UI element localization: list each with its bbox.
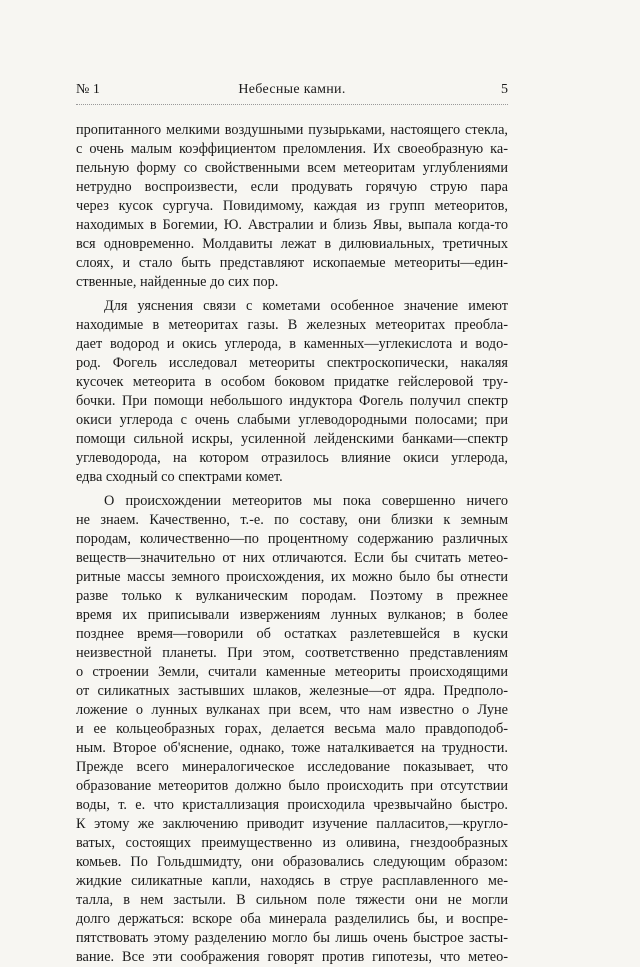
running-title: Небесные камни. <box>238 82 346 97</box>
body-text <box>76 121 508 967</box>
text-line: Для уяснения связи с кометами особенное значение имеют <box>104 298 508 314</box>
paragraph-1 <box>76 121 508 292</box>
text-line: долго держаться: вскоре оба минерала разделились бы, и воспре- <box>76 911 508 927</box>
text-line: не знаем. Качественно, т.-е. по составу, они близки к земным <box>76 512 508 528</box>
running-header <box>76 82 508 104</box>
text-line: ватых, состоящих преимущественно из оливина, гнездообразных <box>76 835 508 851</box>
text-line: пятствовать этому разделению могло бы лишь очень быстрое засты- <box>76 930 508 946</box>
text-line: воды, т. е. что кристаллизация происходила чрезвычайно быстро. <box>76 797 508 813</box>
text-line: и ее кольцеобразных горах, делается весьма мало правдоподоб- <box>76 721 508 737</box>
text-line: помощи сильной искры, усиленной лейденскими банками—спектр <box>76 431 508 447</box>
text-line: позднее время—говорили об остатках разлетевшейся в куски <box>76 626 508 642</box>
text-line: с очень малым коэффициентом преломления. Их своеобразную ка- <box>76 141 508 157</box>
text-line: веществ—значительно от них отличаются. Если бы считать метео- <box>76 550 508 566</box>
text-line: находимые в метеоритах газы. В железных метеоритах преобла- <box>76 317 508 333</box>
text-line: жидкие силикатные капли, находясь в струе расплавленного ме- <box>76 873 508 889</box>
text-line: род. Фогель исследовал метеориты спектроскопически, накаляя <box>76 355 508 371</box>
text-line: породам, количественно—по процентному содержанию различных <box>76 531 508 547</box>
text-line: слоях, и стало быть представляют ископаемые метеориты—един- <box>76 255 508 271</box>
text-line: пропитанного мелкими воздушными пузырьками, настоящего стекла, <box>76 122 508 138</box>
text-line: пельную форму со свойственными всем метеоритам углублениями <box>76 160 508 176</box>
text-line: ритные массы земного происхождения, их можно было бы отнести <box>76 569 508 585</box>
issue-number: № 1 <box>76 82 100 97</box>
paragraph-3 <box>76 492 508 967</box>
text-line: углеводорода, на котором отразилось влияние окиси углерода, <box>76 450 508 466</box>
text-line: образование метеоритов должно было происходить при отсутствии <box>76 778 508 794</box>
text-line: едва сходный со спектрами комет. <box>76 469 283 485</box>
text-line: О происхождении метеоритов мы пока совершенно ничего <box>104 493 508 509</box>
text-line: нетрудно воспроизвести, если продувать горячую струю пара <box>76 179 508 195</box>
text-line: ным. Второе об'яснение, однако, тоже наталкивается на трудности. <box>76 740 508 756</box>
paragraph-2 <box>76 297 508 487</box>
text-line: талла, в нем застыли. В сильном поле тяжести они не могли <box>76 892 508 908</box>
text-line: дает водород и окись углерода, в каменных—углекислота и водо- <box>76 336 508 352</box>
text-line: К этому же заключению приводит изучение палласитов,—кругло- <box>76 816 508 832</box>
text-line: кусочек метеорита в особом боковом придатке гейслеровой тру- <box>76 374 508 390</box>
header-rule <box>76 104 508 105</box>
text-line: неизвестной планеты. При этом, соответственно представлениям <box>76 645 508 661</box>
text-line: ложение о лунных вулканах при всем, что нам известно о Луне <box>76 702 508 718</box>
text-line: Прежде всего минералогическое исследование показывает, что <box>76 759 508 775</box>
text-line: время их приписывали извержениям лунных вулканов; в более <box>76 607 508 623</box>
text-line: через кусок сургуча. Повидимому, каждая из групп метеоритов, <box>76 198 508 214</box>
text-line: находимых в Богемии, Ю. Австралии и близь Явы, выпала когда-то <box>76 217 508 233</box>
text-line: от силикатных застывших шлаков, железные—от ядра. Предполо- <box>76 683 508 699</box>
text-line: бочки. При помощи небольшого индуктора Фогель получил спектр <box>76 393 508 409</box>
page-number: 5 <box>501 82 508 97</box>
text-line: вся одновременно. Молдавиты лежат в дилювиальных, третичных <box>76 236 508 252</box>
text-line: ственные, найденные до сих пор. <box>76 274 279 290</box>
text-line: вание. Все эти соображения говорят против гипотезы, что метео- <box>76 949 508 965</box>
text-line: разве только к вулканическим породам. Поэтому в прежнее <box>76 588 508 604</box>
text-line: окиси углерода с очень слабыми углеводородными полосами; при <box>76 412 508 428</box>
text-line: о строении Земли, считали каменные метеориты происходящими <box>76 664 508 680</box>
text-line: комьев. По Гольдшмидту, они образовались следующим образом: <box>76 854 508 870</box>
